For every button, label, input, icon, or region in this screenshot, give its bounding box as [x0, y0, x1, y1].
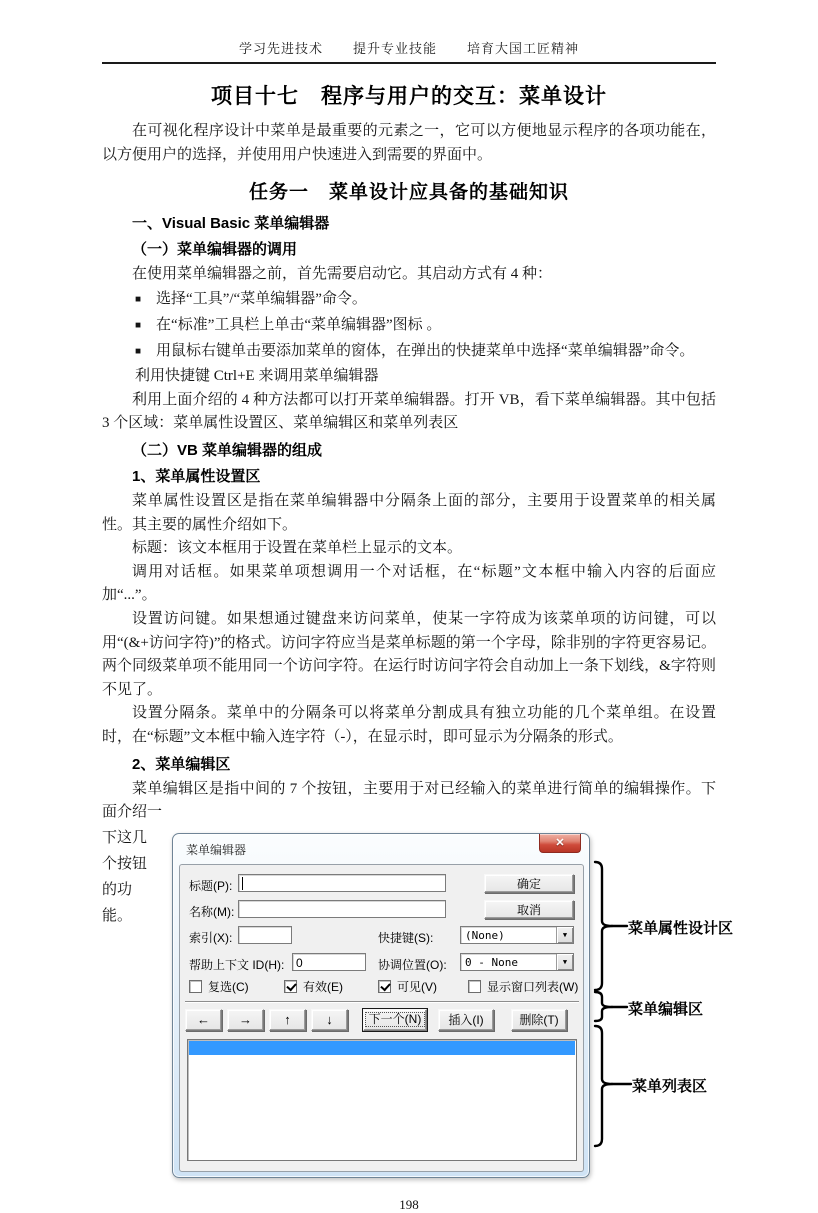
wrapped-line: 个按钮: [102, 855, 148, 872]
sub-sub-heading: 2、菜单编辑区: [132, 755, 231, 773]
list-item-text: 用鼠标右键单击要添加菜单的窗体，在弹出的快捷菜单中选择“菜单编辑器”命令。: [156, 342, 695, 359]
group-separator: [185, 1001, 579, 1003]
dialog-client-area: [179, 864, 584, 1172]
checkbox-unchecked-icon[interactable]: [468, 980, 481, 993]
checked-checkbox-row[interactable]: [189, 978, 249, 995]
shortcut-dropdown[interactable]: [460, 926, 574, 944]
checkbox-checked-icon[interactable]: [284, 980, 297, 993]
header-phrase: 学习先进技术: [238, 41, 323, 56]
menu-editor-dialog: [172, 833, 590, 1178]
dropdown-arrow-icon[interactable]: ▼: [556, 954, 573, 970]
up-arrow-icon: ↑: [284, 1012, 291, 1028]
task-title: 任务一 菜单设计应具备的基础知识: [248, 182, 569, 204]
list-item: [102, 313, 716, 339]
checkbox-label: 显示窗口列表(W): [487, 979, 579, 994]
shortcut-label: 快捷键(S):: [378, 930, 434, 945]
sub-sub-heading: 1、菜单属性设置区: [132, 467, 261, 485]
move-right-button[interactable]: [227, 1009, 264, 1031]
start-methods-list: [102, 287, 716, 389]
wrapped-text-column: [102, 825, 166, 929]
checkbox-checked-icon[interactable]: [378, 980, 391, 993]
page-title: 项目十七 程序与用户的交互：菜单设计: [211, 85, 607, 108]
square-bullet-icon: ■: [135, 319, 142, 331]
textbook-page: [12, 0, 806, 1212]
visible-checkbox-row[interactable]: [378, 978, 437, 995]
dialog-title: 菜单编辑器: [186, 842, 247, 857]
name-label: 名称(M):: [189, 904, 235, 919]
right-arrow-icon: →: [239, 1012, 252, 1028]
caption-input[interactable]: [238, 874, 446, 892]
negotiate-value: 0 - None: [465, 955, 518, 969]
shortcut-value: (None): [465, 928, 505, 942]
annotation-list-area: 菜单列表区: [632, 1077, 708, 1095]
selected-row-highlight[interactable]: [189, 1041, 575, 1055]
name-input[interactable]: [238, 900, 446, 918]
subsection-heading: （二）VB 菜单编辑器的组成: [132, 441, 323, 459]
paragraph: 设置分隔条。菜单中的分隔条可以将菜单分割成具有独立功能的几个菜单组。在设置时，在“标题”文本框中输入连字符（-），在显示时，即可显示为分隔条的形式。: [102, 705, 716, 745]
wrapped-line: 的功: [102, 881, 133, 898]
header-phrase: 培育大国工匠精神: [467, 41, 580, 56]
section-heading: 一、Visual Basic 菜单编辑器: [132, 215, 330, 233]
list-item: [102, 287, 716, 313]
page-number: 198: [399, 1196, 419, 1212]
intro-paragraph: 在可视化程序设计中菜单是最重要的元素之一，它可以方便地显示程序的各项功能在，以方便用户的选择，并使用用户快速进入到需要的界面中。: [102, 123, 716, 163]
paragraph: 调用对话框。如果菜单项想调用一个对话框，在“标题”文本框中输入内容的后面应加“...”。: [102, 563, 716, 604]
wrapped-line: 能。: [102, 907, 133, 924]
checkbox-label: 复选(C): [208, 979, 249, 994]
left-arrow-icon: ←: [197, 1012, 210, 1028]
annotation-attr-area: 菜单属性设计区: [628, 919, 734, 937]
dialog-titlebar[interactable]: [173, 834, 589, 862]
square-bullet-icon: ■: [135, 345, 142, 357]
close-button[interactable]: [539, 834, 581, 853]
paragraph: 标题：该文本框用于设置在菜单栏上显示的文本。: [132, 540, 463, 557]
header-phrase: 提升专业技能: [352, 41, 437, 56]
list-item-text: 选择“工具”/“菜单编辑器”命令。: [156, 290, 367, 307]
header-divider: [102, 62, 716, 64]
running-header: [102, 38, 716, 62]
checkbox-label: 可见(V): [397, 979, 437, 994]
paragraph: 菜单属性设置区是指在菜单编辑器中分隔条上面的部分，主要用于设置菜单的相关属性。其主要的属性介绍如下。: [102, 492, 716, 533]
text-cursor: [242, 877, 243, 890]
helpid-input[interactable]: 0: [292, 953, 366, 971]
move-down-button[interactable]: [311, 1009, 348, 1031]
square-bullet-icon: 利用快捷键 Ctrl+E 来调用菜单编辑器: [135, 367, 379, 384]
enabled-checkbox-row[interactable]: [284, 978, 343, 995]
dropdown-arrow-icon[interactable]: ▼: [556, 927, 573, 943]
down-arrow-icon: ↓: [326, 1012, 333, 1028]
annotation-braces: [582, 823, 818, 1168]
insert-button[interactable]: 插入(I): [438, 1009, 494, 1031]
checkbox-unchecked-icon[interactable]: [189, 980, 202, 993]
paragraph: 设置访问键。如果想通过键盘来访问菜单，使某一字符成为该菜单项的访问键，可以用“(&+访问字符)”的格式。访问字符应当是菜单标题的第一个字母，除非别的字符更容易记。两个同级菜单项不能用同一个访问字符。在运行时访问字符会自动加上一条下划线，&字符则不见了。: [102, 610, 716, 698]
paragraph: 菜单编辑区是指中间的 7 个按钮，主要用于对已经输入的菜单进行简单的编辑操作。下面介绍一: [102, 780, 716, 821]
index-label: 索引(X):: [189, 930, 233, 945]
annotation-edit-area: 菜单编辑区: [628, 1000, 704, 1018]
close-icon: ✕: [555, 836, 565, 849]
caption-label: 标题(P):: [189, 878, 233, 893]
index-input[interactable]: [238, 926, 292, 944]
next-button[interactable]: 下一个(N): [363, 1009, 427, 1031]
checkbox-label: 有效(E): [303, 979, 343, 994]
paragraph: 在使用菜单编辑器之前，首先需要启动它。其启动方式有 4 种：: [132, 266, 553, 283]
negotiate-label: 协调位置(O):: [378, 957, 447, 972]
helpid-label: 帮助上下文 ID(H):: [189, 957, 285, 972]
list-item: [102, 339, 716, 365]
move-up-button[interactable]: [269, 1009, 306, 1031]
square-bullet-icon: ■: [135, 293, 142, 305]
paragraph: 利用上面介绍的 4 种方法都可以打开菜单编辑器。打开 VB，看下菜单编辑器。其中包括 3 个区域：菜单属性设置区、菜单编辑区和菜单列表区: [102, 391, 716, 432]
ok-button[interactable]: 确定: [484, 874, 574, 893]
cancel-button[interactable]: 取消: [484, 900, 574, 919]
delete-button[interactable]: 删除(T): [511, 1009, 567, 1031]
list-item-text: 在“标准”工具栏上单击“菜单编辑器”图标 。: [156, 316, 442, 333]
list-item: [102, 365, 716, 389]
subsection-heading: （一）菜单编辑器的调用: [132, 241, 298, 259]
negotiate-dropdown[interactable]: [460, 953, 574, 971]
move-left-button[interactable]: [185, 1009, 222, 1031]
wrapped-line: 下这几: [102, 829, 148, 846]
menu-editor-figure: [102, 829, 734, 1181]
windowlist-checkbox-row[interactable]: [468, 978, 578, 995]
menu-listbox[interactable]: [187, 1039, 577, 1161]
